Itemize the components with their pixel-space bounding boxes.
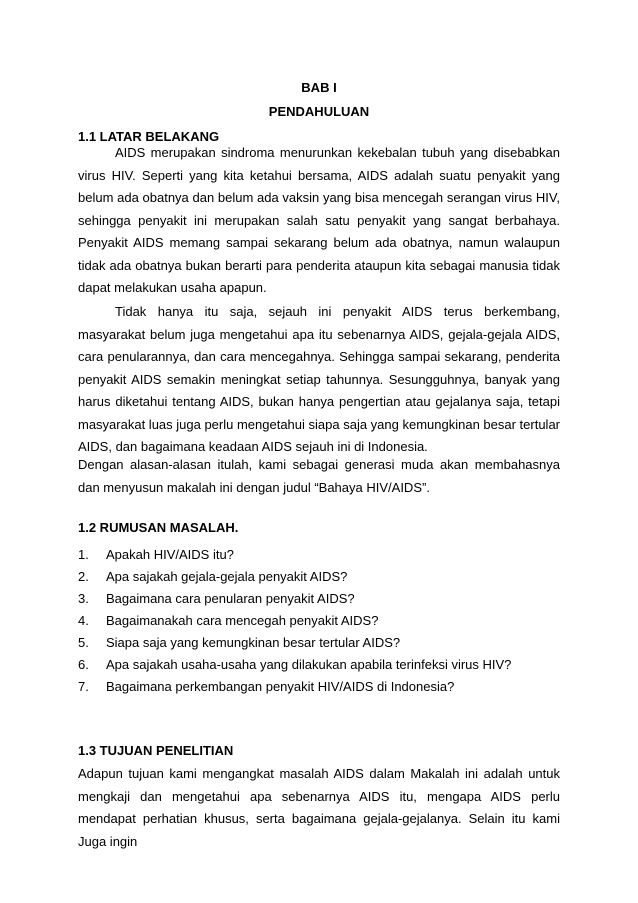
paragraph-latar-2: Tidak hanya itu saja, sejauh ini penyakit AIDS terus berkembang, masyarakat belum juga mengetahui apa itu sebenarnya AIDS, gejala-gejala AIDS, cara penularannya, dan cara mencegahnya. Sehingga sampai sekarang, penderita penyakit AIDS semakin meningkat setiap tahunnya. Sesungguhnya, banyak yang harus diketahui tentang AIDS, bukan hanya pengertian atau gejalanya saja, tetapi masyarakat luas juga perlu mengetahui siapa saja yang kemungkinan besar tertular AIDS, dan bagaimana keadaan AIDS sejauh ini di Indonesia. — [78, 304, 561, 454]
rumusan-masalah-list — [78, 544, 560, 698]
paragraph-tujuan-1: Adapun tujuan kami mengangkat masalah AIDS dalam Makalah ini adalah untuk mengkaji dan mengetahui apa sebenarnya AIDS itu, mengapa AIDS perlu mendapat perhatian khusus, serta bagaimana gejala-gejalanya. Selain itu kami Juga ingin — [78, 766, 560, 849]
list-item — [78, 632, 560, 654]
list-item-number: 6. — [78, 657, 89, 672]
list-item — [78, 544, 560, 566]
list-item-text: Bagaimana cara penularan penyakit AIDS? — [106, 591, 355, 606]
list-item-text: Siapa saja yang kemungkinan besar tertular AIDS? — [106, 635, 401, 650]
list-item-number: 7. — [78, 679, 89, 694]
list-item-text: Bagaimana perkembangan penyakit HIV/AIDS di Indonesia? — [106, 679, 455, 694]
list-item-text: Apakah HIV/AIDS itu? — [106, 547, 234, 562]
list-item-text: Apa sajakah gejala-gejala penyakit AIDS? — [106, 569, 348, 584]
list-item — [78, 610, 560, 632]
list-item — [78, 588, 560, 610]
list-item-number: 2. — [78, 569, 89, 584]
list-item-number: 3. — [78, 591, 89, 606]
list-item-number: 5. — [78, 635, 89, 650]
list-item-number: 1. — [78, 547, 89, 562]
paragraph-latar-1: AIDS merupakan sindroma menurunkan kekebalan tubuh yang disebabkan virus HIV. Seperti yang kita ketahui bersama, AIDS adalah suatu penyakit yang belum ada obatnya dan belum ada vaksin yang bisa mencegah serangan virus HIV, sehingga penyakit ini merupakan salah satu penyakit yang sangat berbahaya. Penyakit AIDS memang sampai sekarang belum ada obatnya, namun walaupun tidak ada obatnya bukan berarti para penderita ataupun kita sebagai manusia tidak dapat melakukan usaha apapun. — [78, 145, 560, 295]
list-item-text: Bagaimanakah cara mencegah penyakit AIDS? — [106, 613, 379, 628]
list-item — [78, 676, 560, 698]
list-item — [78, 566, 560, 588]
paragraph-latar-3: Dengan alasan-alasan itulah, kami sebagai generasi muda akan membahasnya dan menyusun makalah ini dengan judul “Bahaya HIV/AIDS”. — [78, 457, 560, 495]
list-item-text: Apa sajakah usaha-usaha yang dilakukan apabila terinfeksi virus HIV? — [106, 657, 512, 672]
list-item — [78, 654, 560, 676]
section-heading-rumusan-masalah: 1.2 RUMUSAN MASALAH. — [78, 520, 239, 535]
section-heading-tujuan-penelitian: 1.3 TUJUAN PENELITIAN — [78, 743, 234, 758]
chapter-title: PENDAHULUAN — [268, 104, 370, 119]
section-heading-latar-belakang: 1.1 LATAR BELAKANG — [78, 129, 220, 144]
chapter-number: BAB I — [301, 80, 337, 95]
list-item-number: 4. — [78, 613, 89, 628]
